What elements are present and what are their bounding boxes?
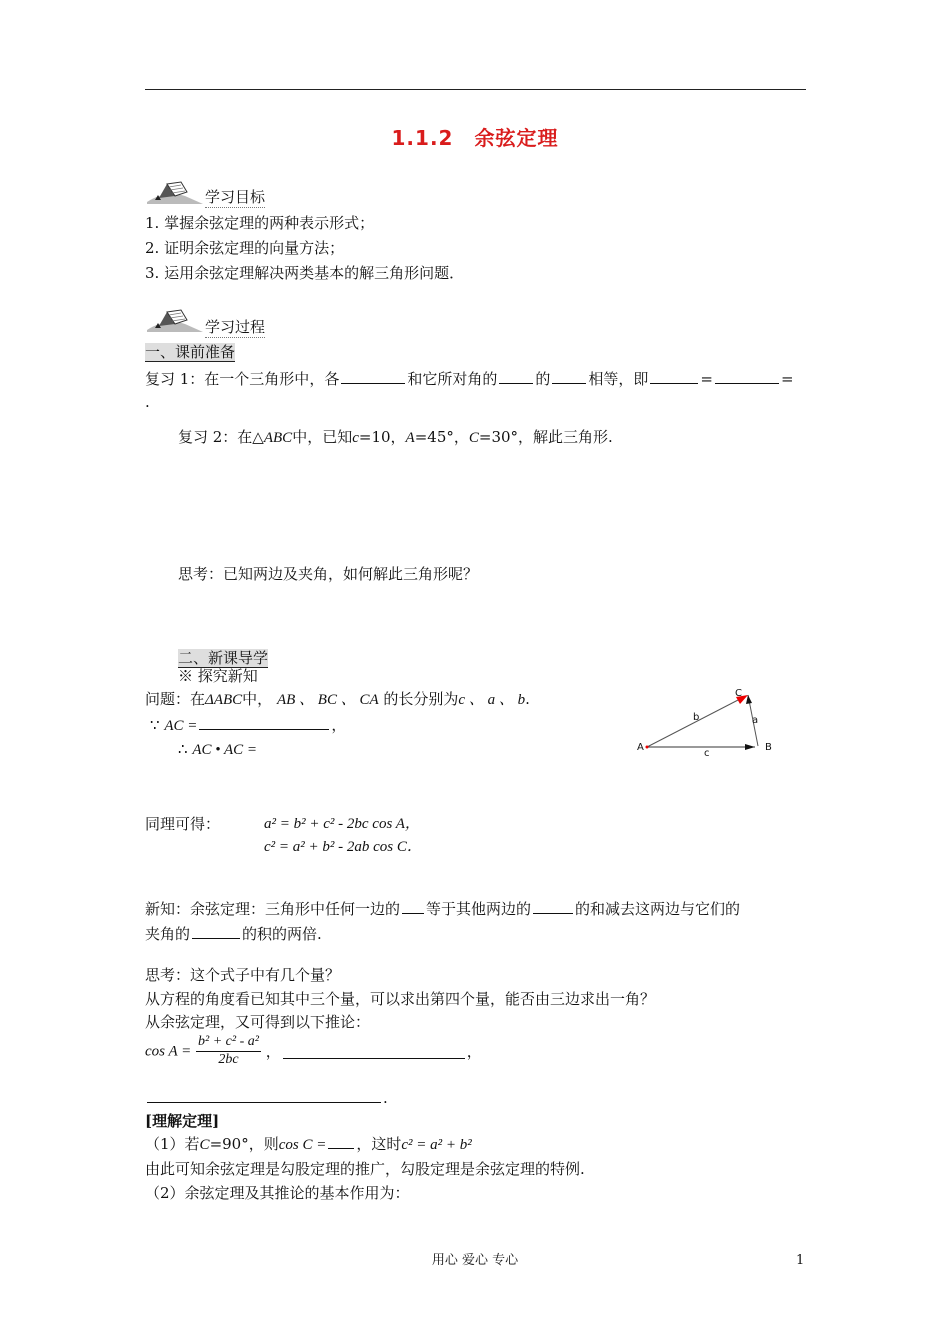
newknow-line2: 夹角的 的积的两倍. [145,925,322,943]
generalize: 由此可知余弦定理是勾股定理的推广，勾股定理是余弦定理的特例. [145,1160,585,1178]
blank[interactable] [533,899,573,914]
newknow-line1: 新知：余弦定理：三角形中任何一边的 等于其他两边的 的和减去这两边与它们的 [145,900,741,918]
objective-item-1: 1. 掌握余弦定理的两种表示形式； [145,214,375,232]
since-line: ∵ AC = ， [150,716,347,734]
review2: 复习 2：在△ABC中，已知c=10，A=45°，C=30°，解此三角形. [178,428,613,446]
blank[interactable] [192,924,240,939]
label-B: B [765,742,772,753]
label-a: a [752,715,759,726]
blank[interactable] [715,369,779,384]
blank[interactable] [402,899,424,914]
formula-c-squared: c² = a² + b² - 2ab cos C． [264,839,422,855]
blank[interactable] [341,369,405,384]
blank[interactable] [283,1044,465,1059]
objective-item-2: 2. 证明余弦定理的向量方法； [145,239,345,257]
arrow-head-icon [745,744,755,750]
blank[interactable] [650,369,698,384]
page-title: 1.1.2 余弦定理 [391,126,559,150]
blank[interactable] [328,1134,354,1149]
book-icon [145,176,205,206]
process-heading: 学习过程 [205,318,266,336]
part1-heading: 一、课前准备 [145,343,236,361]
blank[interactable] [147,1088,381,1103]
question: 问题：在ΔABC中， AB 、 BC 、 CA 的长分别为c 、 a 、 b. [145,690,530,708]
objectives-heading: 学习目标 [205,188,266,206]
page-number: 1 [796,1253,805,1268]
label-C: C [735,688,742,699]
objective-item-3: 3. 运用余弦定理解决两类基本的解三角形问题． [145,264,465,282]
cosA-formula: cos A = $\frac{\text{b² + c² - a²}}{2bc}$ ， ， [145,1034,482,1067]
arrow-head-icon [746,695,752,704]
part2-heading: 二、新课导学 [178,649,269,667]
therefore-line: ∴ AC • AC = [178,740,258,758]
think1: 思考：已知两边及夹角，如何解此三角形呢？ [178,565,479,583]
book-icon [145,304,205,334]
vertex-a-dot [646,746,649,749]
cosA-fraction: $\frac{\text{b² + c² - a²}}{2bc}$ [198,1034,259,1067]
cosB-line: . [145,1088,388,1107]
label-c: c [704,748,710,759]
side-b [647,699,740,747]
understand-heading: [理解定理] [145,1112,220,1130]
formula-a-squared: a² = b² + c² - 2bc cos A， [264,816,420,832]
label-A: A [637,742,644,753]
angle-view: 从方程的角度看已知其中三个量，可以求出第四个量，能否由三边求出一角？ [145,990,656,1008]
blank[interactable] [552,369,586,384]
footer-text: 用心 爱心 专心 [431,1253,519,1268]
blank[interactable] [499,369,533,384]
label-b: b [693,712,700,723]
review1: 复习 1：在一个三角形中，各 和它所对角的 的 相等，即 = = [145,370,794,388]
review1-end: . [145,393,150,411]
blank[interactable] [199,715,329,730]
similarly-label: 同理可得： [145,815,221,833]
corollary: 从余弦定理，又可得到以下推论： [145,1013,371,1031]
understand-item1: （1）若C=90°，则cos C = ，这时c² = a² + b² [145,1135,472,1153]
understand-item2: （2）余弦定理及其推论的基本作用为： [145,1184,410,1202]
header-rule [145,89,806,90]
explore-heading: ※ 探究新知 [178,667,258,685]
think2: 思考：这个式子中有几个量？ [145,966,341,984]
